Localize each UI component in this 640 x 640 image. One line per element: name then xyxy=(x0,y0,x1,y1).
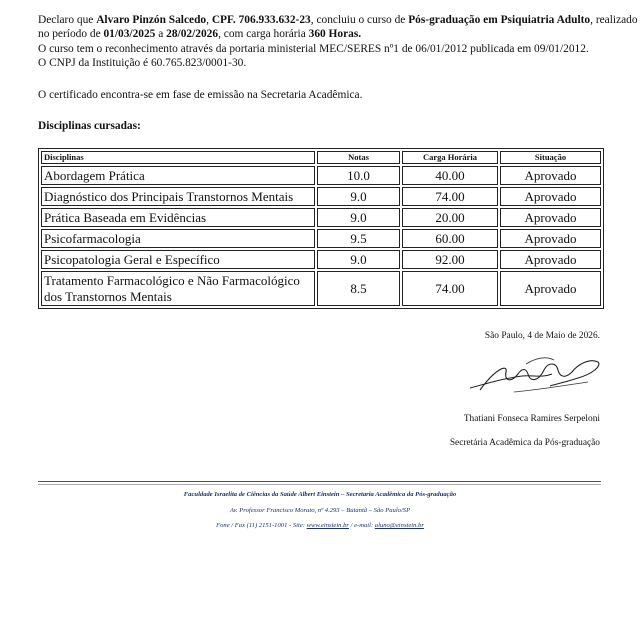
discipline-cell: Prática Baseada em Evidências xyxy=(41,208,315,227)
hours-cell: 92.00 xyxy=(402,250,498,269)
end-date: 28/02/2026 xyxy=(166,28,219,40)
discipline-cell: Abordagem Prática xyxy=(41,166,315,185)
disciplines-table xyxy=(38,148,604,309)
discipline-line-2: dos Transtornos Mentais xyxy=(44,288,172,304)
header-notas: Notas xyxy=(317,151,400,164)
table-row xyxy=(41,166,601,185)
text: , realizado xyxy=(590,14,638,26)
hours-cell: 74.00 xyxy=(402,187,498,206)
discipline-cell: Diagnóstico dos Principais Transtornos Mentais xyxy=(41,187,315,206)
header-disciplinas: Disciplinas xyxy=(41,151,315,164)
header-situacao: Situação xyxy=(500,151,601,164)
site-link[interactable]: www.einstein.br xyxy=(306,522,349,529)
status-cell: Aprovado xyxy=(500,250,601,269)
grade-cell: 10.0 xyxy=(317,166,400,185)
declaration-line-2 xyxy=(38,27,361,41)
footer-contact xyxy=(0,522,640,529)
declaration-line-1 xyxy=(38,13,638,27)
issue-date: São Paulo, 4 de Maio de 2026. xyxy=(484,331,600,341)
table-row xyxy=(41,187,601,206)
discipline-cell: Psicofarmacologia xyxy=(41,229,315,248)
status-cell: Aprovado xyxy=(500,187,601,206)
status-cell: Aprovado xyxy=(500,271,601,306)
text: Declaro que xyxy=(38,14,97,26)
student-cpf: CPF. 706.933.632-23 xyxy=(211,14,311,26)
footer-divider-thin xyxy=(38,484,601,485)
course-name: Pós-graduação em Psiquiatria Adulto xyxy=(408,14,591,26)
certificate-status: O certificado encontra-se em fase de emissão na Secretaria Acadêmica. xyxy=(38,89,363,101)
hours-cell: 20.00 xyxy=(402,208,498,227)
table-header-row xyxy=(41,151,601,164)
discipline-cell xyxy=(41,271,315,306)
status-cell: Aprovado xyxy=(500,166,601,185)
signatory-name: Thatiani Fonseca Ramires Serpeloni xyxy=(463,414,600,424)
contact-text: Fone / Fax (11) 2151-1001 - Site: xyxy=(216,522,307,529)
grade-cell: 9.0 xyxy=(317,208,400,227)
grade-cell: 8.5 xyxy=(317,271,400,306)
signatory-role: Secretária Acadêmica da Pós-graduação xyxy=(449,438,600,448)
text: , concluiu o curso de xyxy=(310,14,409,26)
discipline-line-1: Tratamento Farmacológico e Não Farmacológico xyxy=(44,272,300,288)
recognition-line: O curso tem o reconhecimento através da portaria ministerial MEC/SERES nº1 de 06/01/2012 publicada em 09/01/2012. xyxy=(38,43,589,55)
table-row xyxy=(41,271,601,306)
hours-cell: 40.00 xyxy=(402,166,498,185)
student-name: Alvaro Pinzón Salcedo xyxy=(96,14,207,26)
footer-divider xyxy=(38,481,601,482)
text: a xyxy=(155,28,167,40)
hours-cell: 74.00 xyxy=(402,271,498,306)
table-row xyxy=(41,250,601,269)
email-link[interactable]: aluno@einstein.br xyxy=(374,522,424,529)
text: , com carga horária xyxy=(218,28,309,40)
text: , xyxy=(206,14,212,26)
discipline-cell: Psicopatologia Geral e Específico xyxy=(41,250,315,269)
table-row xyxy=(41,229,601,248)
grade-cell: 9.5 xyxy=(317,229,400,248)
signature-image xyxy=(466,352,602,402)
contact-text: / e-mail: xyxy=(348,522,375,529)
disciplines-heading: Disciplinas cursadas: xyxy=(38,120,141,132)
table-row xyxy=(41,208,601,227)
total-hours: 360 Horas. xyxy=(308,28,362,40)
grade-cell: 9.0 xyxy=(317,250,400,269)
hours-cell: 60.00 xyxy=(402,229,498,248)
header-carga-horaria: Carga Horária xyxy=(402,151,498,164)
status-cell: Aprovado xyxy=(500,229,601,248)
footer-address: Av. Professor Francisco Morato, nº 4.293 – Butantã – São Paulo/SP xyxy=(229,507,411,514)
footer-institution: Faculdade Israelita de Ciências da Saúde Albert Einstein – Secretaria Acadêmica da Pós-graduação xyxy=(183,491,457,498)
start-date: 01/03/2025 xyxy=(103,28,156,40)
text: no período de xyxy=(38,28,104,40)
status-cell: Aprovado xyxy=(500,208,601,227)
cnpj-line: O CNPJ da Instituição é 60.765.823/0001-30. xyxy=(38,57,247,69)
grade-cell: 9.0 xyxy=(317,187,400,206)
